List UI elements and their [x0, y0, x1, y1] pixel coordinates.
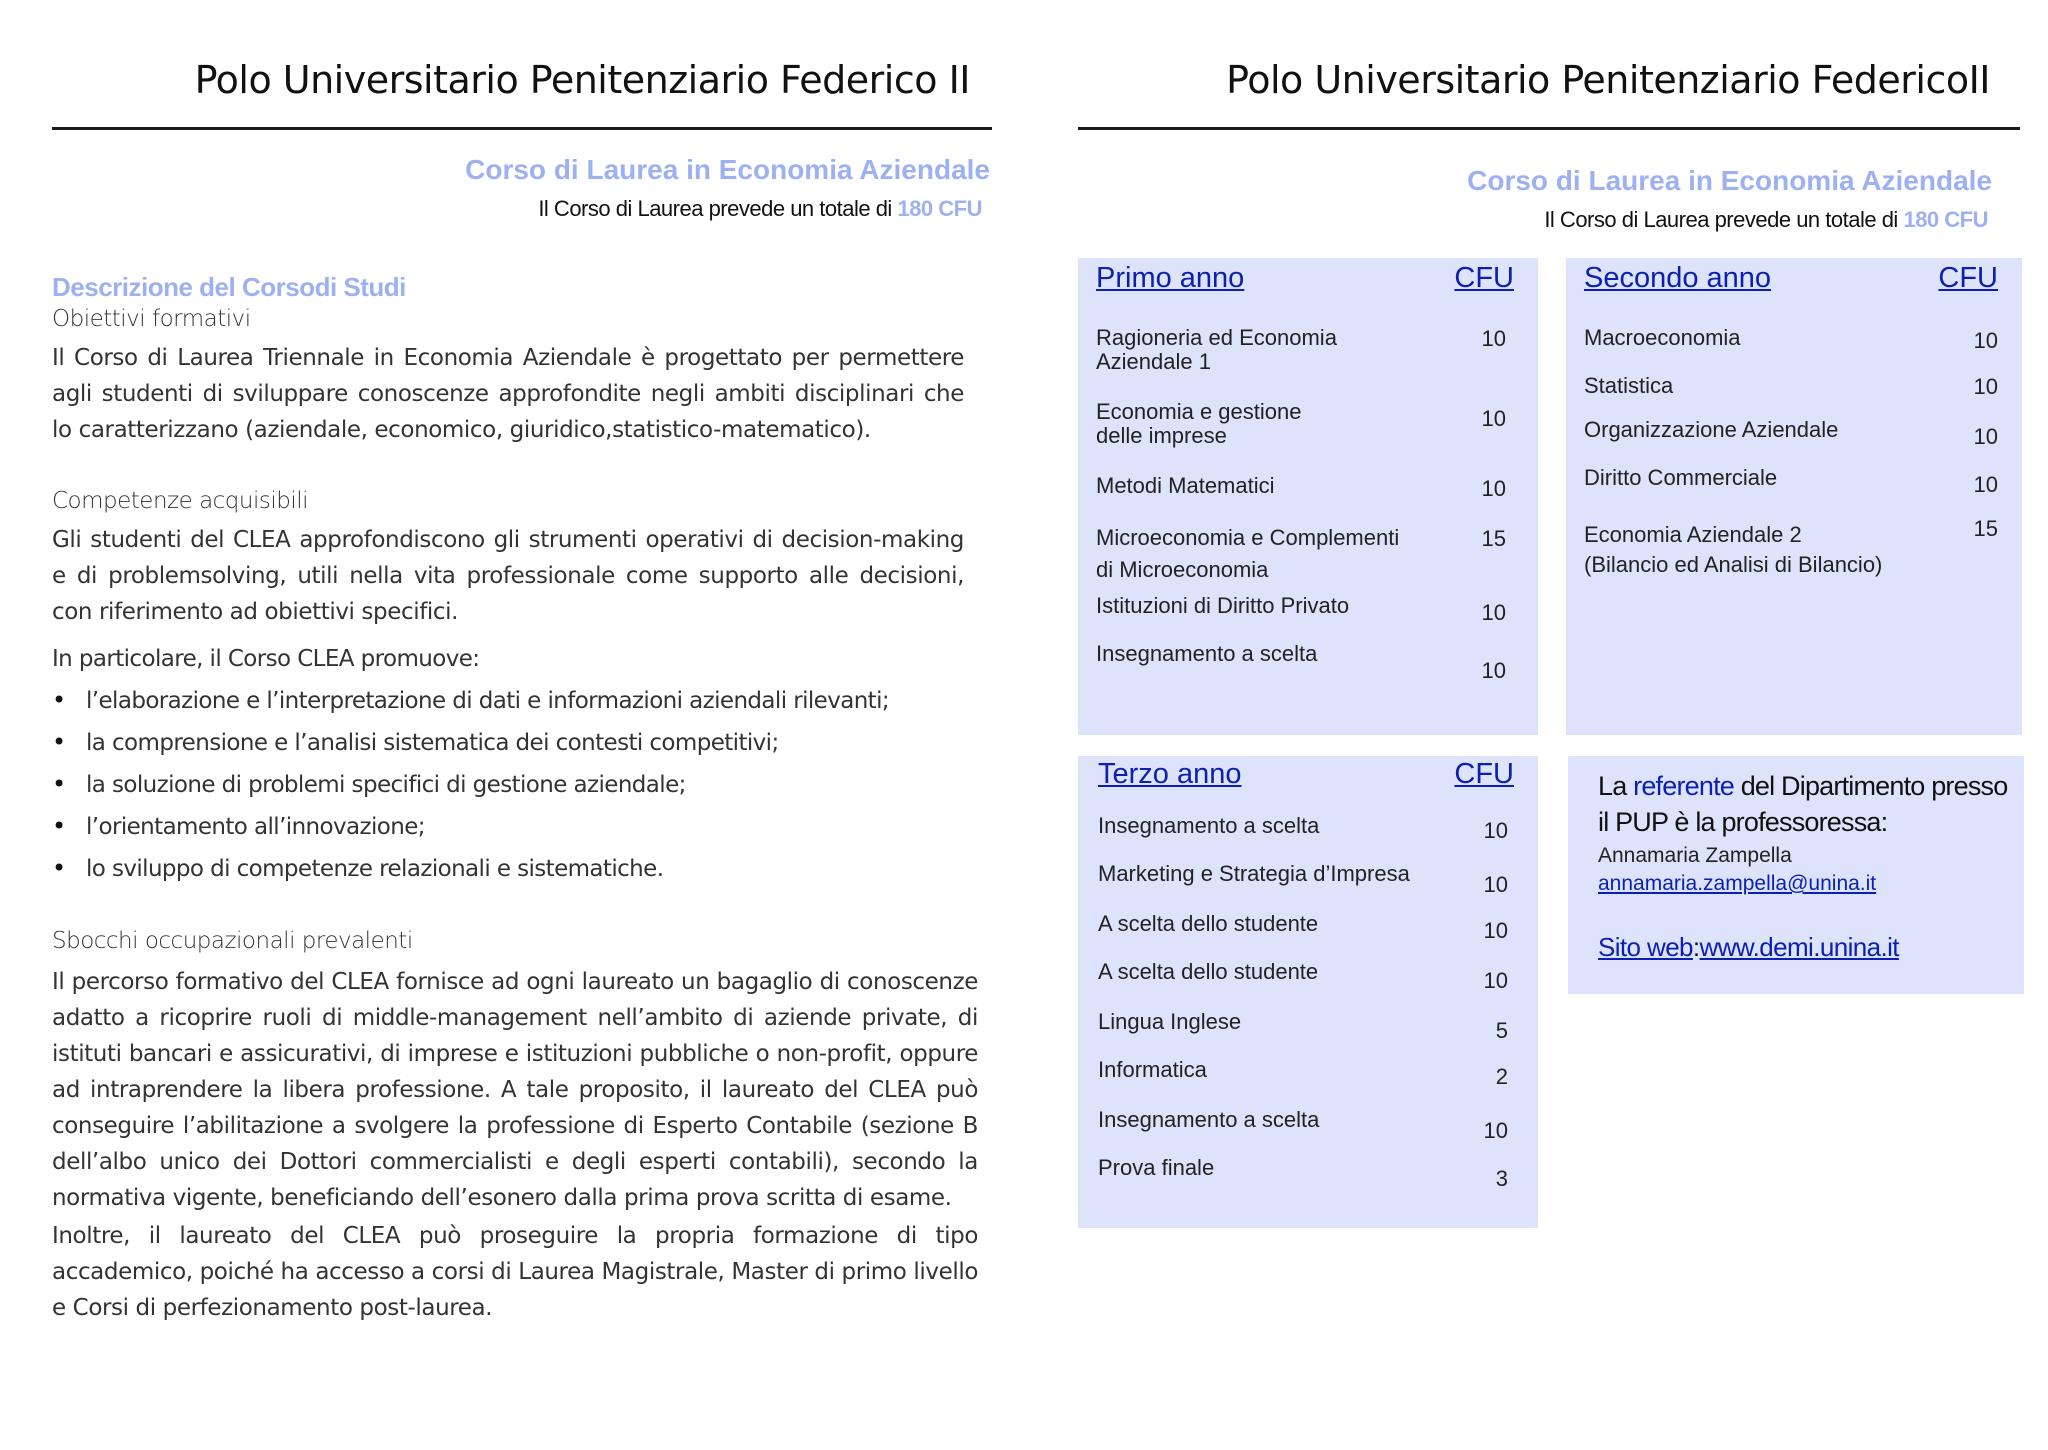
site-label: Sito web: [1598, 932, 1693, 962]
section-title: Descrizione del Corsodi Studi: [52, 272, 406, 302]
course-name: Metodi Matematici: [1096, 473, 1275, 498]
bullet-item: • l’orientamento all’innovazione;: [52, 812, 425, 840]
obiettivi-text: Il Corso di Laurea Triennale in Economia Aziendale è progettato per permettere agli studenti di sviluppare conoscenze approfondite negli ambiti disciplinari che lo caratterizzano (aziendale, economico, giuridico,statistico-matematico).: [52, 345, 964, 443]
course-name: Istituzioni di Diritto Privato: [1096, 593, 1350, 618]
course-name: A scelta dello studente: [1098, 911, 1319, 936]
course-cfu: 10: [1973, 424, 1998, 449]
course-name: Marketing e Strategia d’Impresa: [1098, 861, 1410, 886]
right-course-title: Corso di Laurea in Economia Aziendale: [1467, 165, 1992, 196]
course-cfu: 10: [1483, 918, 1508, 943]
right-page-header: Polo Universitario Penitenziario FedericoII: [1226, 58, 1990, 102]
bullet-item: • l’elaborazione e l’interpretazione di dati e informazioni aziendali rilevanti;: [52, 686, 890, 714]
secondo-anno-title[interactable]: Secondo anno: [1584, 262, 1772, 294]
terzo-anno-title[interactable]: Terzo anno: [1098, 758, 1242, 790]
course-name: A scelta dello studente: [1098, 959, 1319, 984]
course-cfu: 10: [1973, 374, 1998, 399]
course-name: Organizzazione Aziendale: [1584, 417, 1839, 442]
course-cfu: 10: [1481, 600, 1506, 625]
course-cfu: 10: [1481, 406, 1506, 431]
course-name: Insegnamento a scelta: [1098, 1107, 1320, 1132]
course-name: Statistica: [1584, 373, 1674, 398]
course-cfu: 10: [1973, 328, 1998, 353]
course-cfu: 10: [1973, 472, 1998, 497]
contact-name: Annamaria Zampella: [1598, 844, 1792, 867]
course-name: Ragioneria ed Economia Aziendale 1: [1096, 325, 1337, 374]
sbocchi-text: Il percorso formativo del CLEA fornisce ad ogni laureato un bagaglio di conoscenze adatto a ricoprire ruoli di middle-management nell’ambito di aziende private, di istituti bancari e assicurativi, di imprese e istituzioni pubbliche o non-profit, oppure ad intraprendere la libera professione. A tale proposito, il laureato del CLEA può conseguire l’abilitazione a svolgere la professione di Esperto Contabile (sezione B dell’albo unico dei Dottori commercialisti e degli esperti contabili), secondo la normativa vigente, beneficiando dell’esonero dalla prima prova scritta di esame.: [52, 969, 978, 1211]
contact-line-1: La referente del Dipartimento presso: [1598, 771, 2008, 801]
course-cfu: 2: [1495, 1064, 1508, 1089]
terzo-cfu-header[interactable]: CFU: [1454, 758, 1514, 790]
primo-anno-title[interactable]: Primo anno: [1096, 262, 1245, 294]
left-page-header: Polo Universitario Penitenziario Federico II: [194, 58, 970, 102]
bullet-item: • la comprensione e l’analisi sistematica dei contesti competitivi;: [52, 728, 779, 756]
left-course-title: Corso di Laurea in Economia Aziendale: [465, 154, 990, 185]
course-name: Economia e gestione delle imprese: [1096, 399, 1302, 448]
course-name: Insegnamento a scelta: [1096, 641, 1318, 666]
particolare-text: In particolare, il Corso CLEA promuove:: [52, 646, 480, 672]
website-link[interactable]: www.demi.unina.it: [1699, 932, 1899, 962]
course-cfu: 15: [1481, 526, 1506, 551]
course-cfu: 10: [1481, 476, 1506, 501]
course-cfu: 10: [1483, 872, 1508, 897]
course-cfu: 10: [1481, 326, 1506, 351]
primo-anno-box: [1078, 258, 1538, 735]
course-name: Macroeconomia: [1584, 325, 1741, 350]
primo-cfu-header[interactable]: CFU: [1454, 262, 1514, 294]
course-name: Economia Aziendale 2 (Bilancio ed Analisi di Bilancio): [1584, 522, 1883, 577]
course-name: Informatica: [1098, 1057, 1207, 1082]
course-name: Prova finale: [1098, 1155, 1215, 1180]
contact-box: [1568, 756, 2024, 994]
contact-email-link[interactable]: annamaria.zampella@unina.it: [1598, 872, 1877, 895]
course-cfu: 10: [1483, 968, 1508, 993]
course-cfu: 10: [1481, 658, 1506, 683]
secondo-cfu-header[interactable]: CFU: [1938, 262, 1998, 294]
competenze-label: Competenze acquisibili: [52, 488, 309, 514]
secondo-anno-box: [1566, 258, 2022, 735]
total-cfu: 180 CFU: [897, 196, 982, 221]
sbocchi-label: Sbocchi occupazionali prevalenti: [52, 928, 413, 954]
total-prefix: Il Corso di Laurea prevede un totale di: [538, 196, 892, 221]
course-name: Microeconomia e Complementi di Microeconomia: [1096, 525, 1400, 582]
contact-line-2: il PUP è la professoressa:: [1598, 807, 1888, 837]
total-cfu: 180 CFU: [1903, 207, 1988, 232]
course-cfu: 15: [1973, 516, 1998, 541]
course-name: Diritto Commerciale: [1584, 465, 1778, 490]
right-total-cfu-line: [1544, 207, 1988, 233]
bullet-item: • la soluzione di problemi specifici di gestione aziendale;: [52, 770, 686, 798]
bullet-item: • lo sviluppo di competenze relazionali e sistematiche.: [52, 854, 664, 882]
website-line: Sito web:www.demi.unina.it: [1598, 932, 1899, 962]
total-prefix: Il Corso di Laurea prevede un totale di: [1544, 207, 1898, 232]
right-header-rule: [1078, 127, 2020, 130]
course-cfu: 3: [1495, 1166, 1508, 1191]
course-cfu: 10: [1483, 818, 1508, 843]
obiettivi-label: Obiettivi formativi: [52, 306, 251, 332]
inoltre-text: Inoltre, il laureato del CLEA può proseguire la propria formazione di tipo accademico, poiché ha accesso a corsi di Laurea Magistrale, Master di primo livello e Corsi di perfezionamento post-laurea.: [52, 1223, 978, 1321]
competenze-text: Gli studenti del CLEA approfondiscono gli strumenti operativi di decision-making e di problemsolving, utili nella vita professionale come supporto alle decisioni, con riferimento ad obiettivi specifici.: [52, 527, 964, 625]
course-cfu: 10: [1483, 1118, 1508, 1143]
course-name: Insegnamento a scelta: [1098, 813, 1320, 838]
course-name: Lingua Inglese: [1098, 1009, 1242, 1034]
course-cfu: 5: [1495, 1018, 1508, 1043]
left-header-rule: [52, 127, 992, 130]
terzo-anno-box: [1078, 756, 1538, 1228]
left-total-cfu-line: [538, 196, 982, 222]
